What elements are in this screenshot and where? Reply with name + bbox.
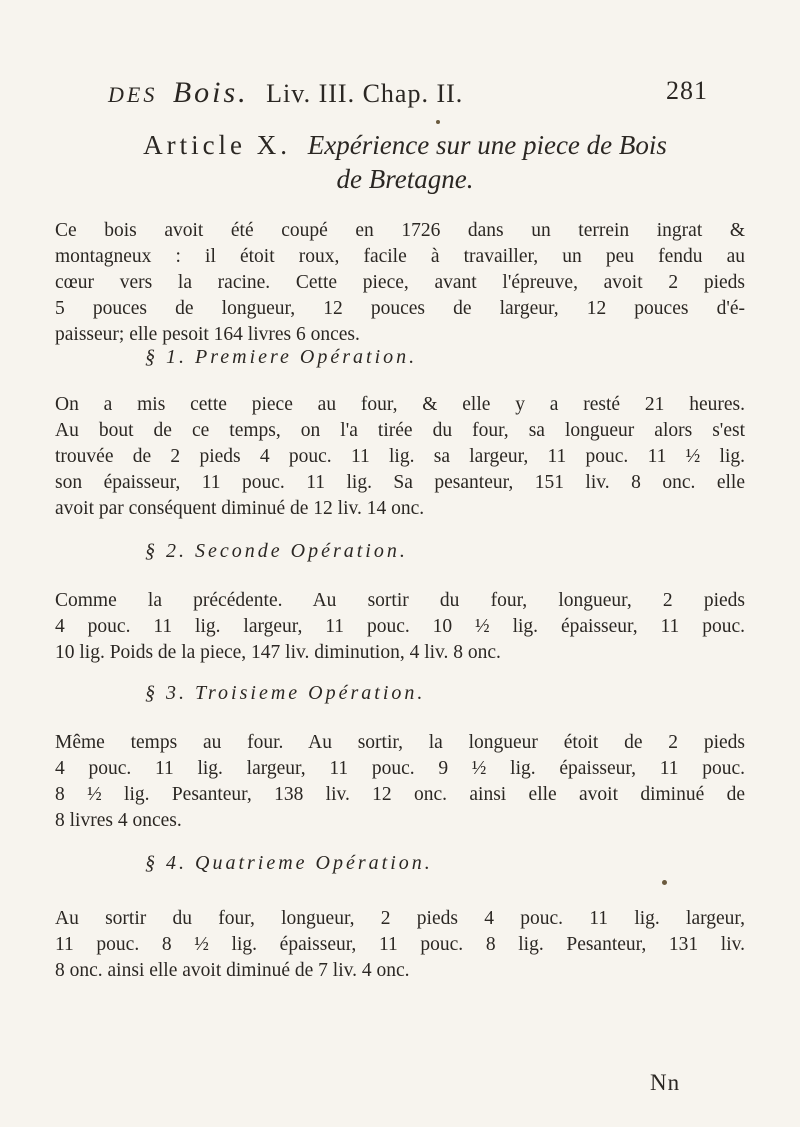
article-number: Article X. bbox=[143, 130, 292, 160]
section-3-paragraph bbox=[55, 730, 745, 834]
text-line: Comme la précédente. Au sortir du four, longueur, 2 pieds bbox=[55, 590, 745, 611]
header-middle: Bois. bbox=[172, 76, 249, 109]
ink-speck bbox=[436, 120, 440, 124]
header-right: Liv. III. Chap. II. bbox=[266, 79, 464, 108]
text-line: avoit par conséquent diminué de 12 liv. 14 onc. bbox=[55, 498, 425, 519]
text-line: 8 ½ lig. Pesanteur, 138 liv. 12 onc. ainsi elle avoit diminué de bbox=[55, 784, 745, 805]
text-line: cœur vers la racine. Cette piece, avant l'épreuve, avoit 2 pieds bbox=[55, 272, 745, 293]
section-4-paragraph bbox=[55, 906, 745, 984]
text-line: paisseur; elle pesoit 164 livres 6 onces. bbox=[55, 324, 360, 345]
text-line: 10 lig. Poids de la piece, 147 liv. diminution, 4 liv. 8 onc. bbox=[55, 642, 501, 663]
running-header bbox=[108, 76, 708, 110]
text-line: montagneux : il étoit roux, facile à travailler, un peu fendu au bbox=[55, 246, 745, 267]
section-heading-3: § 3. Troisieme Opération. bbox=[145, 682, 426, 704]
text-line: trouvée de 2 pieds 4 pouc. 11 lig. sa largeur, 11 pouc. 11 ½ lig. bbox=[55, 446, 745, 467]
section-1-paragraph bbox=[55, 392, 745, 522]
text-line: Même temps au four. Au sortir, la longueur étoit de 2 pieds bbox=[55, 732, 745, 753]
text-line: son épaisseur, 11 pouc. 11 lig. Sa pesanteur, 151 liv. 8 onc. elle bbox=[55, 472, 745, 493]
header-left: DES bbox=[108, 82, 158, 107]
text-line: Au bout de ce temps, on l'a tirée du four, sa longueur alors s'est bbox=[55, 420, 745, 441]
text-line: 8 livres 4 onces. bbox=[55, 810, 182, 831]
section-2-paragraph bbox=[55, 588, 745, 666]
text-line: 8 onc. ainsi elle avoit diminué de 7 liv. 4 onc. bbox=[55, 960, 410, 981]
ink-speck bbox=[662, 880, 667, 885]
article-title-line2: de Bretagne. bbox=[336, 164, 474, 194]
article-title bbox=[55, 128, 755, 196]
article-title-line1: Expérience sur une piece de Bois bbox=[307, 130, 667, 160]
section-heading-1: § 1. Premiere Opération. bbox=[145, 346, 418, 368]
text-line: Au sortir du four, longueur, 2 pieds 4 pouc. 11 lig. largeur, bbox=[55, 908, 745, 929]
page-number: 281 bbox=[666, 76, 708, 105]
catchword: Nn bbox=[650, 1070, 681, 1095]
text-line: 4 pouc. 11 lig. largeur, 11 pouc. 9 ½ lig. épaisseur, 11 pouc. bbox=[55, 758, 745, 779]
text-line: On a mis cette piece au four, & elle y a resté 21 heures. bbox=[55, 394, 745, 415]
intro-paragraph bbox=[55, 218, 745, 348]
section-heading-4: § 4. Quatrieme Opération. bbox=[145, 852, 433, 874]
text-line: 4 pouc. 11 lig. largeur, 11 pouc. 10 ½ lig. épaisseur, 11 pouc. bbox=[55, 616, 745, 637]
text-line: 11 pouc. 8 ½ lig. épaisseur, 11 pouc. 8 lig. Pesanteur, 131 liv. bbox=[55, 934, 745, 955]
section-heading-2: § 2. Seconde Opération. bbox=[145, 540, 408, 562]
text-line: Ce bois avoit été coupé en 1726 dans un terrein ingrat & bbox=[55, 220, 745, 241]
text-line: 5 pouces de longueur, 12 pouces de largeur, 12 pouces d'é- bbox=[55, 298, 745, 319]
